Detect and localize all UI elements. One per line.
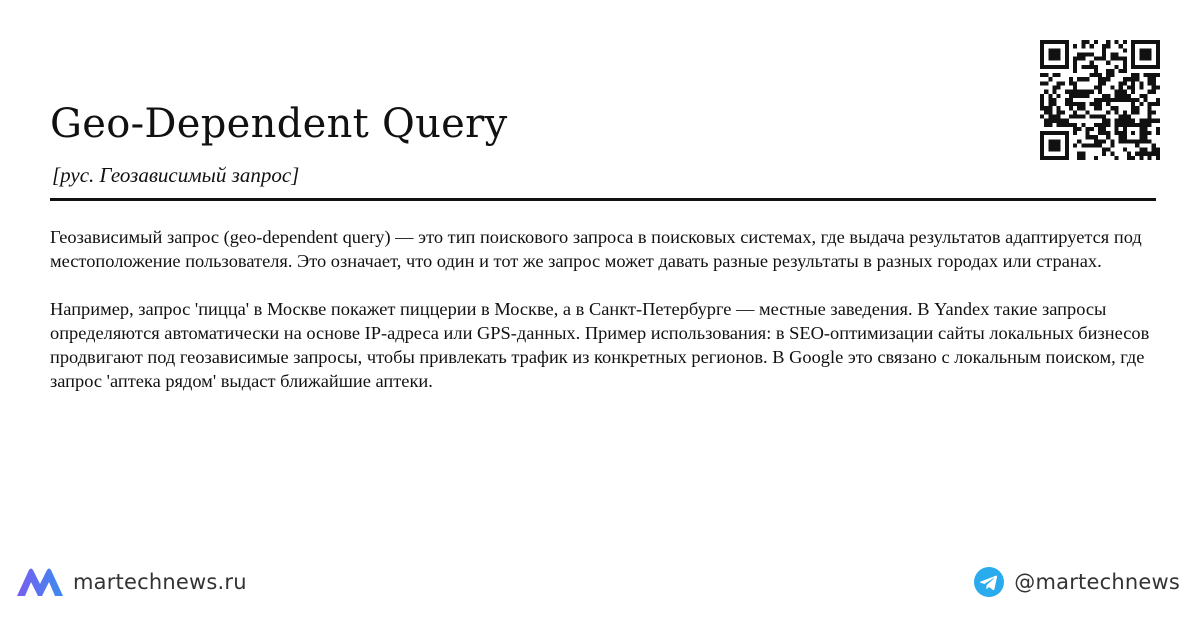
article-body bbox=[50, 225, 1156, 417]
page-title: Geo-Dependent Query bbox=[50, 101, 508, 147]
article-paragraph-2: Например, запрос 'пицца' в Москве покажет пиццерии в Москве, а в Санкт-Петербурге — местные заведения. В Yandex такие запросы определяются автоматически на основе IP-адреса или GPS-данных. Пример использования: в SEO-оптимизации сайты локальных бизнесов продвигают под геозависимые запросы, чтобы привлекать трафик из конкретных регионов. В Google это связано с локальным поиском, где запрос 'аптека рядом' выдаст ближайшие аптеки. bbox=[50, 299, 1150, 391]
qr-code-icon bbox=[1040, 40, 1160, 160]
title-divider bbox=[50, 198, 1156, 201]
telegram-icon bbox=[974, 567, 1004, 597]
martechnews-logo-icon bbox=[15, 566, 65, 598]
site-link[interactable] bbox=[15, 566, 247, 598]
site-name: martechnews.ru bbox=[73, 570, 247, 594]
page-subtitle: [рус. Геозависимый запрос] bbox=[52, 163, 300, 187]
telegram-link[interactable] bbox=[974, 566, 1180, 598]
telegram-handle: @martechnews bbox=[1014, 570, 1180, 594]
article-paragraph-1: Геозависимый запрос (geo-dependent query) — это тип поискового запроса в поисковых системах, где выдача результатов адаптируется под местоположение пользователя. Это означает, что один и тот же запрос может давать разные результаты в разных городах или странах. bbox=[50, 227, 1142, 271]
